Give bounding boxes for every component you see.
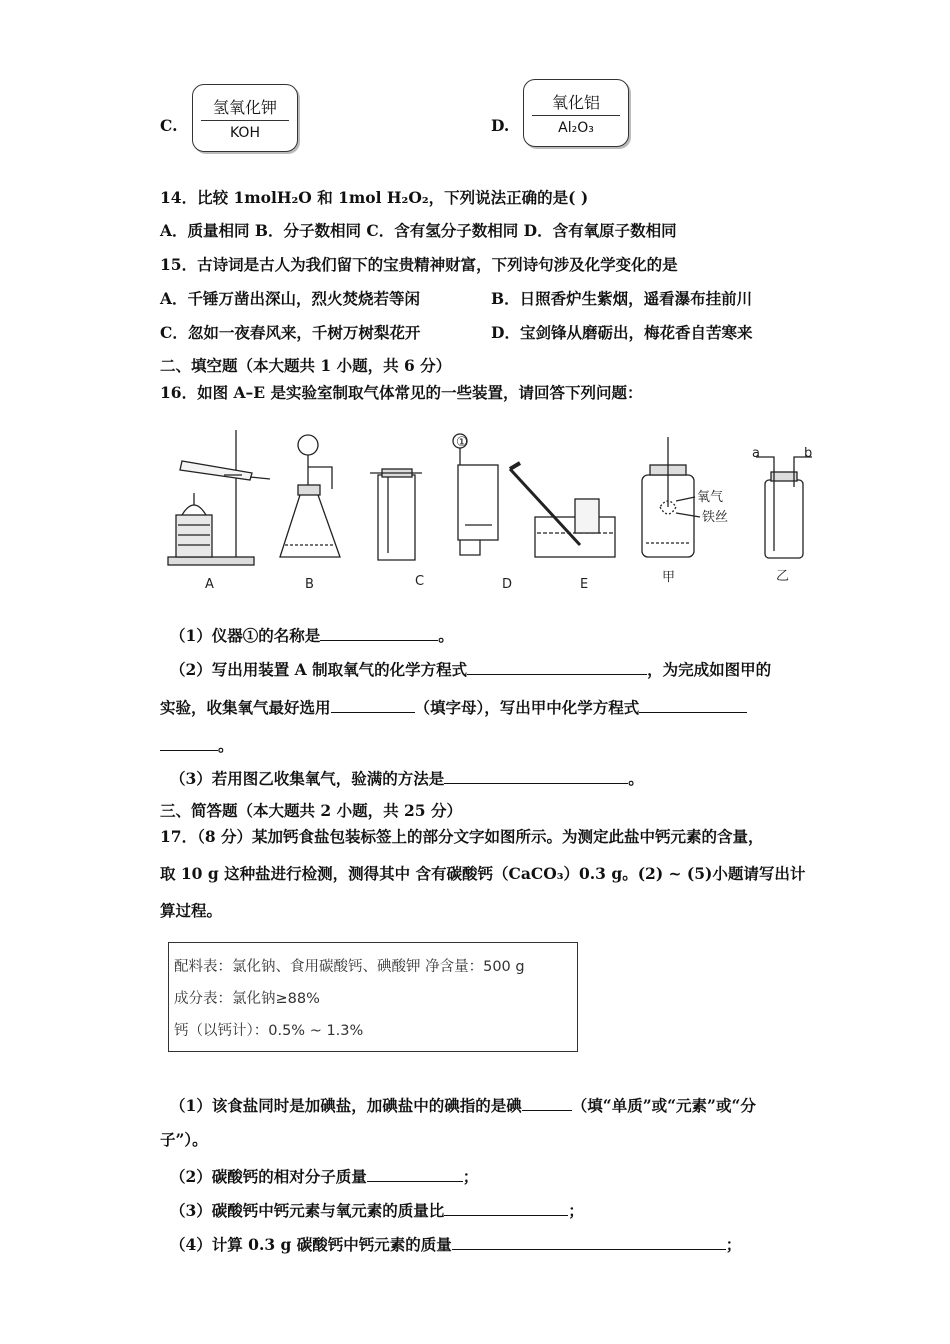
option-c-name: 氢氧化钾 [212,98,277,117]
answer-blank[interactable] [444,767,628,784]
apparatus-b [280,435,340,557]
answer-blank[interactable] [367,1165,463,1182]
q17-part4-text: （4）计算 0.3 g 碳酸钙中钙元素的质量 [170,1235,452,1254]
q16-part2-text: （2）写出用装置 A 制取氧气的化学方程式 [170,660,468,679]
q16-part2-line1 [170,658,771,680]
answer-blank[interactable] [639,696,747,713]
label-components: 成分表：氯化钠≥88% [174,991,320,1007]
apparatus-c [370,469,422,560]
circle-1-mark: ① [456,435,468,450]
apparatus-jia [642,437,700,557]
q14-options: A．质量相同 B．分子数相同 C．含有氢分子数相同 D．含有氧原子数相同 [160,221,677,240]
divider [532,115,620,116]
q17-part2-text: （2）碳酸钙的相对分子质量 [170,1167,367,1186]
apparatus-figure [160,425,830,595]
fig-label-d: D [502,577,513,592]
q17-stem-line1: 17．（8 分）某加钙食盐包装标签上的部分文字如图所示。为测定此盐中钙元素的含量， [160,827,764,846]
answer-blank[interactable] [320,624,438,641]
q17-part1-text: （1）该食盐同时是加碘盐，加碘盐中的碘指的是碘 [170,1096,522,1115]
salt-label-box [168,942,578,1052]
option-d-name: 氧化铝 [551,93,600,112]
answer-blank[interactable] [522,1094,572,1111]
q14-stem: 14．比较 1molH₂O 和 1mol H₂O₂，下列说法正确的是( ) [160,188,589,207]
section-3-heading: 三、简答题（本大题共 2 小题，共 25 分） [160,801,462,820]
q17-stem-line2: 取 10 g 这种盐进行检测，测得其中 含有碳酸钙（CaCO₃）0.3 g。(2) ~ (5)小题请写出计 [160,864,806,883]
option-d-card [523,79,629,147]
option-c-label: C. [160,116,178,135]
q16-part1-text: （1）仪器①的名称是 [170,626,321,645]
divider [201,120,289,121]
apparatus-a [168,430,270,565]
q16-part3-text: （3）若用图乙收集氧气，验满的方法是 [170,769,445,788]
apparatus-yi [756,457,812,558]
port-a-mark: a [752,446,760,461]
punct: ； [462,1167,479,1186]
q16-stem: 16．如图 A–E 是实验室制取气体常见的一些装置，请回答下列问题： [160,383,643,402]
oxygen-mark: 氧气 [697,490,724,505]
q17-part1-text-b: （填“单质”或“元素”或“分 [571,1096,756,1115]
punct: ； [568,1201,584,1220]
fig-label-yi: 乙 [776,569,790,584]
q15-option-d: D．宝剑锋从磨砺出，梅花香自苦寒来 [491,323,753,342]
answer-blank[interactable] [331,696,415,713]
q15-option-c: C．忽如一夜春风来，千树万树梨花开 [160,323,421,342]
option-d-formula: Al₂O₃ [558,120,594,136]
answer-blank[interactable] [160,734,218,751]
q17-part3 [170,1199,584,1221]
q15-option-a: A．千锤万凿出深山，烈火焚烧若等闲 [160,289,421,308]
q16-part2-line2 [160,696,747,718]
punct: ； [725,1235,742,1254]
q16-part2-text-d: （填字母），写出甲中化学方程式 [414,698,640,717]
section-2-heading: 二、填空题（本大题共 1 小题，共 6 分） [160,356,452,375]
q15-stem: 15．古诗词是古人为我们留下的宝贵精神财富，下列诗句涉及化学变化的是 [160,255,678,274]
q16-part2-text-b: ，为完成如图甲的 [647,660,772,679]
apparatus-e [510,463,615,557]
punct: 。 [218,736,234,755]
wire-mark: 铁丝 [702,510,729,525]
label-ingredients: 配料表：氯化钠、食用碳酸钙、碘酸钾 净含量：500 g [174,959,525,975]
q16-part2-text-c: 实验，收集氧气最好选用 [160,698,331,717]
option-c-card [192,84,298,152]
fig-label-jia: 甲 [662,570,676,585]
q16-part1 [170,624,454,646]
fig-label-e: E [580,577,589,592]
q17-part3-text: （3）碳酸钙中钙元素与氧元素的质量比 [170,1201,445,1220]
q17-part2 [170,1165,478,1187]
q16-part3 [170,767,644,789]
answer-blank[interactable] [467,658,647,675]
option-d-label: D. [491,116,510,135]
fig-label-b: B [305,577,314,592]
punct: 。 [628,769,644,788]
answer-blank[interactable] [452,1233,726,1250]
punct: 。 [438,626,454,645]
option-c-formula: KOH [230,125,260,141]
fig-label-a: A [205,577,214,592]
label-calcium: 钙（以钙计）：0.5% ~ 1.3% [174,1023,364,1039]
answer-blank[interactable] [444,1199,568,1216]
q17-part1-line2: 子”）。 [160,1130,208,1149]
q15-option-b: B．日照香炉生紫烟，遥看瀑布挂前川 [491,289,753,308]
q16-part2-line3 [160,734,234,756]
port-b-mark: b [804,446,813,461]
q17-stem-line3: 算过程。 [160,901,223,920]
q17-part1-line1 [170,1094,756,1116]
apparatus-d [453,434,498,555]
q17-part4 [170,1233,741,1255]
fig-label-c: C [415,574,425,589]
